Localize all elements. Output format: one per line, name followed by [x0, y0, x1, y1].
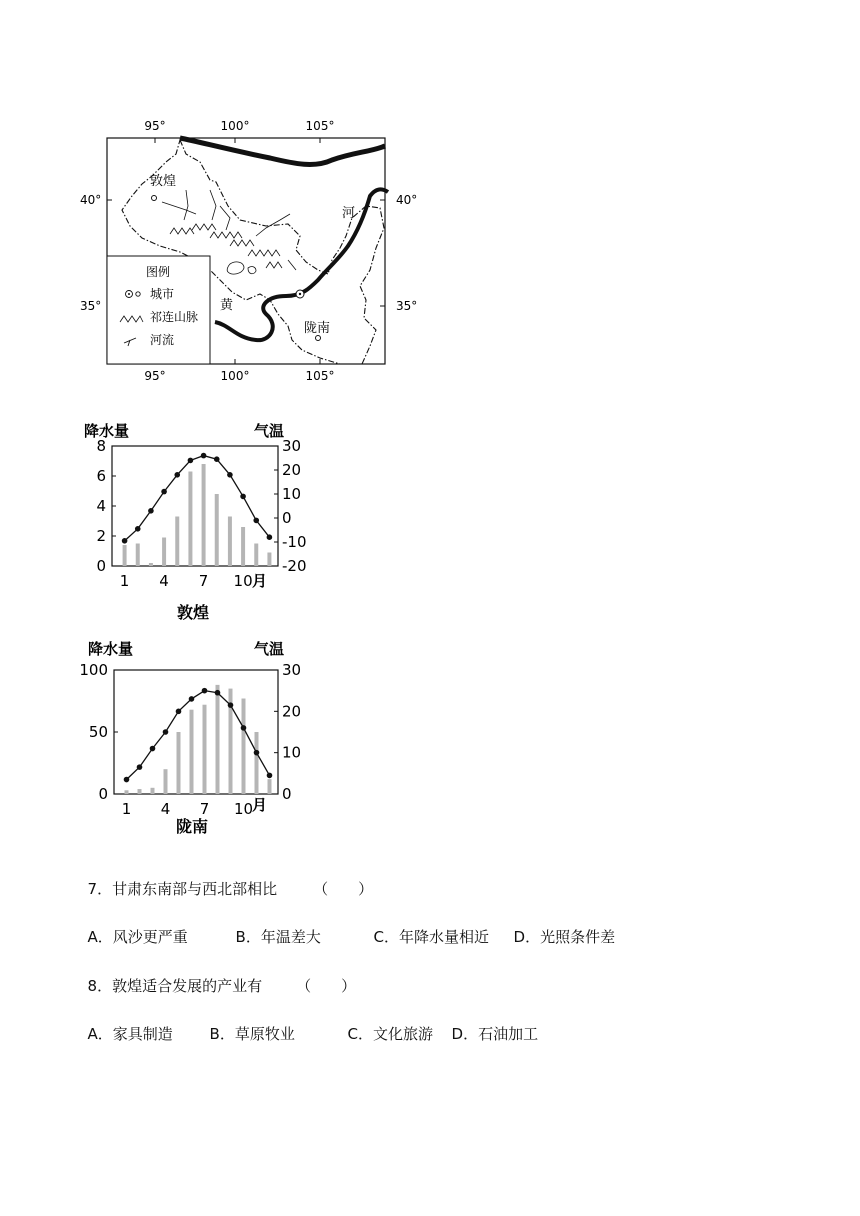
precip-bar	[215, 494, 219, 566]
temperature-point	[241, 725, 247, 731]
temperature-point	[176, 709, 182, 715]
gansu-map	[70, 110, 440, 400]
city-lanzhou-marker	[296, 290, 304, 298]
temperature-point	[267, 534, 273, 540]
temperature-point	[189, 696, 195, 702]
chart-longnan-svg	[79, 634, 314, 842]
precip-bar	[216, 685, 220, 794]
lat-label-40-left: 40°	[80, 193, 102, 207]
temperature-point	[137, 764, 143, 770]
temperature-point	[150, 746, 156, 752]
temperature-point	[253, 518, 259, 524]
y2-tick-label: 20	[282, 702, 302, 721]
chart-title-dunhuang: 敦煌	[176, 603, 210, 622]
option-7b[interactable]: B．年温差大	[235, 928, 321, 946]
temperature-point	[202, 688, 208, 694]
lon-label-100-bottom: 100°	[220, 369, 250, 383]
y-tick-label: 4	[96, 497, 106, 515]
y-tick-label: 50	[88, 723, 108, 741]
temperature-point	[228, 702, 234, 708]
temperature-point	[254, 750, 260, 756]
option-8c[interactable]: C．文化旅游	[347, 1025, 434, 1043]
precip-bar	[138, 789, 142, 794]
lon-label-105-bottom: 105°	[305, 369, 335, 383]
lat-label-35-left: 35°	[80, 299, 102, 313]
temperature-line	[125, 456, 270, 541]
temperature-point	[148, 508, 154, 514]
temperature-point	[215, 690, 221, 696]
y2-tick-label: 0	[282, 785, 292, 803]
precip-bar	[123, 545, 127, 566]
temperature-point	[240, 494, 246, 500]
x-tick-label: 10	[233, 800, 254, 818]
precip-bar	[151, 788, 155, 794]
precip-bar	[162, 538, 166, 567]
precip-bar	[164, 769, 168, 794]
label-dunhuang: 敦煌	[150, 174, 177, 189]
label-huang: 黄	[220, 298, 234, 313]
precip-bar	[136, 544, 140, 567]
y-tick-label: 6	[96, 467, 106, 485]
x-tick-label: 1	[121, 800, 132, 818]
temperature-point	[161, 489, 167, 495]
y2-tick-label: 10	[282, 485, 302, 503]
precip-bar	[228, 517, 232, 567]
question-8-paren: （ ）	[296, 977, 357, 995]
y2-tick-label: 10	[282, 743, 302, 762]
y-tick-label: 100	[79, 661, 108, 679]
x-tick-label: 4	[160, 800, 171, 818]
question-7-paren: （ ）	[313, 880, 374, 898]
question-7-options	[78, 908, 615, 947]
precip-bar	[242, 699, 246, 794]
month-unit-label: 月	[252, 572, 268, 590]
temperature-point	[267, 773, 273, 779]
precip-bar	[241, 527, 245, 566]
legend-city: 城市	[150, 287, 175, 301]
question-8-options	[78, 1005, 538, 1044]
legend-title: 图例	[145, 265, 171, 279]
temperature-line	[127, 691, 270, 780]
precip-bar	[255, 732, 259, 794]
y2-tick-label: 30	[282, 661, 302, 679]
precip-bar	[254, 544, 258, 567]
precip-axis-label: 降水量	[88, 640, 134, 658]
temperature-point	[227, 472, 233, 478]
precip-bar	[203, 705, 207, 794]
lat-label-35-right: 35°	[396, 299, 418, 313]
precip-bar	[188, 472, 192, 567]
y2-tick-label: 30	[282, 437, 302, 455]
x-tick-label: 10	[233, 572, 253, 590]
precip-bar	[149, 563, 153, 566]
chart-title-longnan: 陇南	[175, 817, 209, 836]
precip-bar	[190, 710, 194, 794]
question-7	[78, 860, 373, 899]
question-8	[78, 957, 356, 996]
city-longnan-marker	[316, 336, 321, 341]
precip-bar	[268, 779, 272, 794]
y2-tick-label: -10	[282, 533, 307, 551]
temperature-point	[163, 729, 169, 735]
y-tick-label: 0	[96, 557, 106, 575]
temperature-point	[122, 538, 128, 544]
month-unit-label: 月	[252, 796, 268, 814]
precip-bar	[177, 732, 181, 794]
option-8d[interactable]: D．石油加工	[451, 1025, 539, 1043]
precip-bar	[202, 464, 206, 566]
label-he: 河	[342, 206, 356, 221]
temperature-point	[188, 458, 194, 464]
x-tick-label: 1	[119, 572, 130, 590]
temp-axis-label: 气温	[254, 640, 285, 658]
chart-dunhuang	[84, 414, 314, 626]
chart-longnan	[79, 634, 314, 842]
option-7c[interactable]: C．年降水量相近	[373, 928, 490, 946]
national-border	[180, 138, 385, 164]
temperature-point	[135, 526, 141, 532]
chart-dunhuang-svg	[84, 414, 314, 626]
legend-river: 河流	[150, 333, 175, 347]
option-8a[interactable]: A．家具制造	[87, 1025, 173, 1043]
question-7-stem: 7．甘肃东南部与西北部相比	[87, 880, 278, 898]
precip-bar	[267, 553, 271, 567]
city-dunhuang-marker	[152, 196, 157, 201]
lakes	[227, 262, 256, 274]
precip-axis-label: 降水量	[84, 422, 130, 440]
map-legend	[107, 256, 210, 364]
label-longnan: 陇南	[304, 321, 331, 336]
temperature-point	[201, 453, 207, 459]
precip-bar	[125, 790, 129, 794]
legend-qilian: 祁连山脉	[150, 310, 199, 324]
y2-tick-label: 20	[282, 461, 302, 479]
x-tick-label: 7	[198, 572, 209, 590]
y-tick-label: 2	[96, 527, 106, 545]
lon-label-95-top: 95°	[144, 119, 166, 133]
temp-axis-label: 气温	[254, 422, 285, 440]
temperature-point	[214, 456, 220, 462]
x-tick-label: 4	[159, 572, 169, 590]
temperature-point	[174, 472, 180, 478]
y-tick-label: 8	[96, 437, 106, 455]
option-7d[interactable]: D．光照条件差	[513, 928, 616, 946]
y2-tick-label: 0	[282, 509, 292, 527]
temperature-point	[124, 777, 130, 783]
option-8b[interactable]: B．草原牧业	[209, 1025, 295, 1043]
precip-bar	[175, 517, 179, 567]
y2-tick-label: -20	[282, 557, 307, 575]
lat-label-40-right: 40°	[396, 193, 418, 207]
x-tick-label: 7	[199, 800, 210, 818]
question-8-stem: 8．敦煌适合发展的产业有	[87, 977, 263, 995]
y-tick-label: 0	[98, 785, 108, 803]
yellow-river	[215, 189, 388, 340]
plot-frame	[114, 670, 278, 794]
lon-label-105-top: 105°	[305, 119, 335, 133]
lon-label-100-top: 100°	[220, 119, 250, 133]
option-7a[interactable]: A．风沙更严重	[87, 928, 188, 946]
lon-label-95-bottom: 95°	[144, 369, 166, 383]
